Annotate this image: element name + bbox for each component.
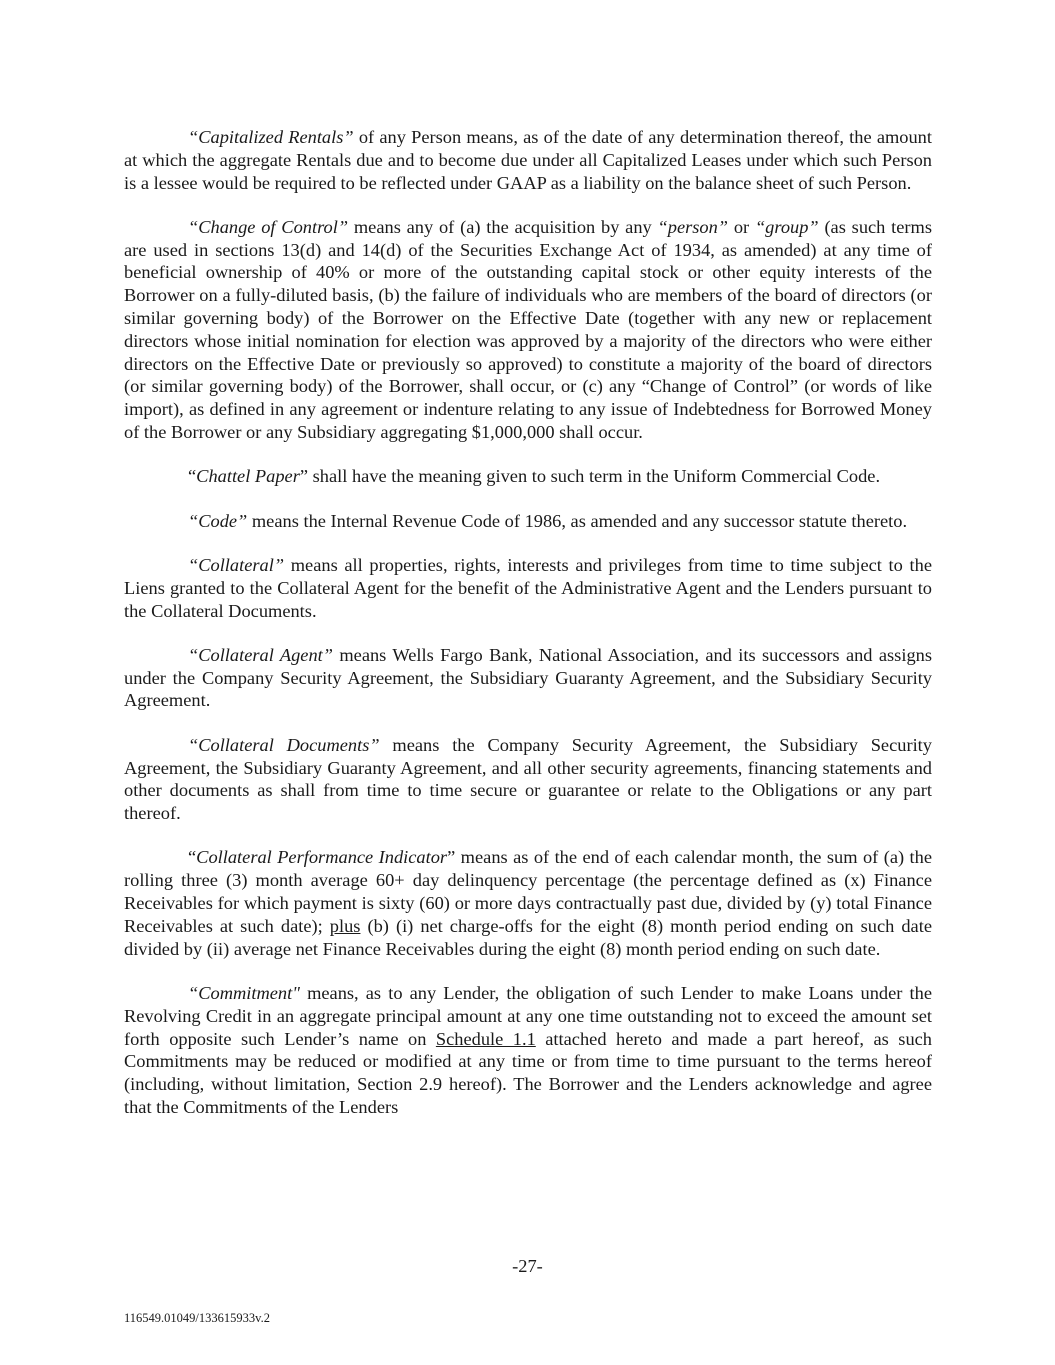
defined-term: “Code”: [188, 510, 248, 531]
definition-text: (as such terms are used in sections 13(d) and 14(d) of the Securities Exchange Act of 1934, as amended) at any time of beneficial ownership of 40% or more of the outstanding capital stock or other equity interests of the Borrower on a fully-diluted basis, (b) the failure of individuals who are members of the board of directors (or similar governing body) of the Borrower on the Effective Date (together with any new or replacement directors whose initial nomination for election was approved by a majority of the directors who were either directors on the Effective Date or previously so approved) to constitute a majority of the board of directors (or similar governing body) of the Borrower, shall occur, or (c) any “Change of Control” (or words of like import), as defined in any agreement or indenture relating to any issue of Indebtedness for Borrowed Money of the Borrower or any Subsidiary aggregating $1,000,000 shall occur.: [124, 216, 933, 443]
definition-text: or: [728, 216, 755, 237]
definition-chattel-paper: [124, 465, 932, 488]
close-quote: ”: [447, 847, 456, 868]
plus-underlined: plus: [329, 915, 361, 936]
definition-collateral-agent: [124, 644, 932, 712]
definition-capitalized-rentals: [124, 126, 932, 194]
close-quote: ”: [299, 466, 309, 487]
definition-collateral-performance-indicator: [124, 846, 932, 960]
defined-term: Chattel Paper: [196, 466, 300, 487]
definition-text: means all properties, rights, interests and privileges from time to time subject to the Liens granted to the Collateral Agent for the benefit of the Administrative Agent and the Lenders pursuant to the Collateral Documents.: [124, 554, 932, 621]
definition-code: [124, 510, 932, 533]
page-number: -27-: [512, 1256, 543, 1276]
defined-term: “Collateral Agent”: [188, 644, 333, 665]
definition-collateral-documents: [124, 734, 932, 825]
definition-text: attached hereto and made a part hereof, as such Commitments may be reduced or modified at any time or from time to time pursuant to the terms hereof (including, without limitation, Section 2.9 hereof). The Borrower and the Lenders acknowledge and agree that the Commitments of the Lenders: [124, 1028, 933, 1117]
quoted-term-person: “person”: [657, 216, 729, 237]
defined-term: “Collateral”: [188, 554, 285, 575]
definition-text: means, as to any Lender, the obligation of such Lender to make Loans under the Revolving Credit in an aggregate principal amount at any one time outstanding not to exceed the amount set forth opposite such Lender’s name on: [124, 982, 932, 1049]
document-body: [124, 126, 932, 1140]
definition-text: of any Person means, as of the date of any determination thereof, the amount at which the aggregate Rentals due and to become due under all Capitalized Leases under which such Person is a lessee would be required to be reflected under GAAP as a liability on the balance sheet of such Person.: [124, 127, 932, 193]
quoted-term-group: “group”: [754, 216, 819, 237]
definition-collateral: [124, 554, 932, 622]
definition-change-of-control: [124, 216, 932, 444]
definition-text: (b) (i) net charge-offs for the eight (8) month period ending on such date divided by (ii) average net Finance Receivables during the eight (8) month period ending on such date.: [124, 915, 932, 959]
definition-text: means any of (a) the acquisition by any: [348, 216, 658, 237]
definition-text: shall have the meaning given to such term in the Uniform Commercial Code.: [308, 466, 881, 487]
definition-commitment: [124, 982, 932, 1119]
document-id: 116549.01049/133615933v.2: [124, 1311, 270, 1325]
definition-text: means as of the end of each calendar month, the sum of (a) the rolling three (3) month average 60+ day delinquency percentage (the percentage defined as (x) Finance Receivables for which payment is sixty (60) or more days contractually past due, divided by (y) total Finance Receivables at such date);: [124, 847, 932, 936]
definition-text: means the Internal Revenue Code of 1986, as amended and any successor statute thereto.: [247, 510, 908, 531]
defined-term: “Capitalized Rentals”: [188, 127, 354, 147]
open-quote: “: [188, 466, 197, 487]
definition-text: means the Company Security Agreement, the Subsidiary Security Agreement, the Subsidiary Guaranty Agreement, and all other security agreements, financing statements and other documents as shall from time to time secure or guarantee or relate to the Obligations or any part thereof.: [124, 734, 932, 824]
defined-term: “Change of Control”: [188, 216, 349, 237]
definition-text: means Wells Fargo Bank, National Association, and its successors and assigns under the Company Security Agreement, the Subsidiary Guaranty Agreement, and the Subsidiary Security Agreement.: [124, 644, 932, 711]
defined-term: “Commitment": [188, 982, 300, 1003]
schedule-reference: Schedule 1.1: [435, 1028, 536, 1049]
defined-term: “Collateral Documents”: [188, 734, 380, 755]
defined-term: Collateral Performance Indicator: [196, 847, 448, 868]
open-quote: “: [188, 847, 197, 868]
